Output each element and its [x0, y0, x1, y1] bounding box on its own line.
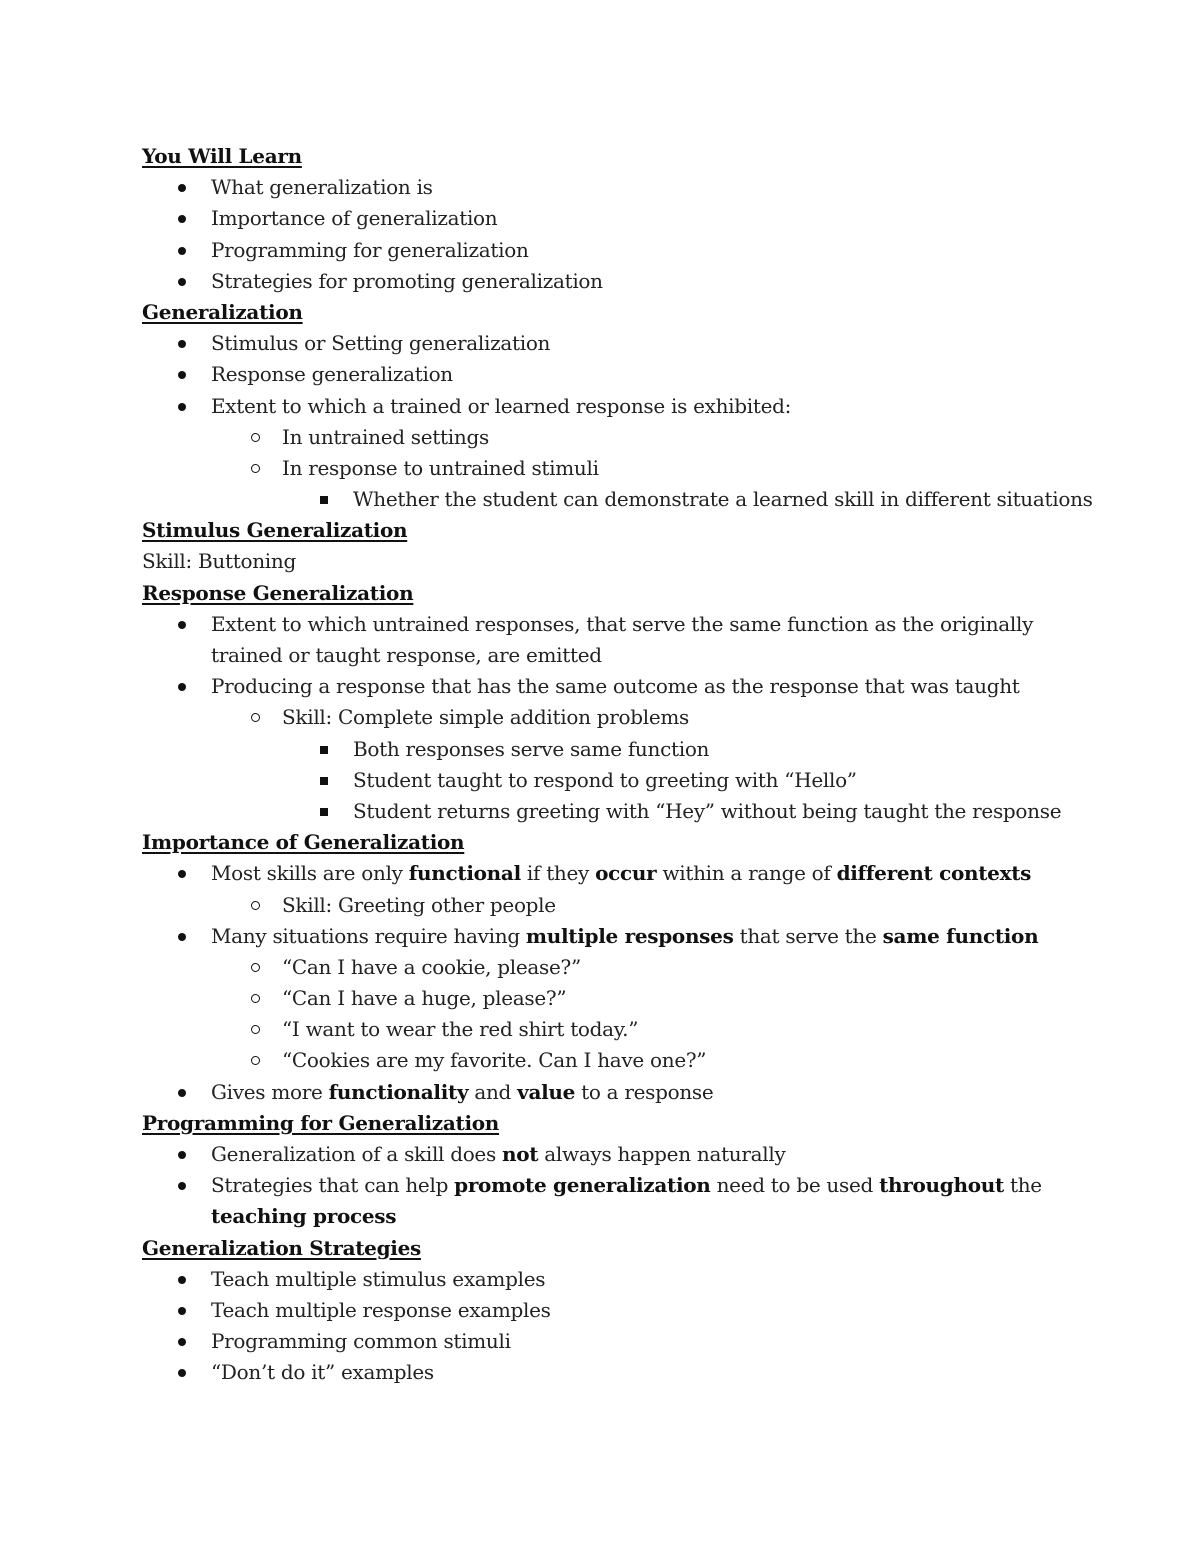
heading-importance-of-generalization: Importance of Generalization	[142, 830, 465, 855]
heading-generalization: Generalization	[142, 299, 303, 324]
bullet-circle-icon	[251, 433, 260, 442]
skill-text: Skill: Buttoning	[142, 549, 296, 574]
list-item: Response generalization	[142, 359, 1102, 390]
heading-you-will-learn: You Will Learn	[142, 144, 302, 168]
bullet-circle-icon	[251, 901, 260, 910]
bullet-dot-icon	[178, 403, 186, 411]
sub-list-item: “I want to wear the red shirt today.”	[142, 1014, 1102, 1045]
list-item: Programming for generalization	[142, 235, 1102, 266]
sub-list-item: In response to untrained stimuli	[142, 453, 1102, 484]
list-item: Many situations require having multiple responses that serve the same function	[142, 921, 1102, 952]
bullet-dot-icon	[178, 247, 186, 255]
list-item: Strategies for promoting generalization	[142, 266, 1102, 297]
sub-list-item: “Cookies are my favorite. Can I have one?”	[142, 1045, 1102, 1076]
bullet-square-icon	[320, 777, 328, 785]
sub-sub-list-item: Student taught to respond to greeting with “Hello”	[142, 765, 1102, 796]
sub-list-item: Skill: Complete simple addition problems	[142, 702, 1102, 733]
list-item: What generalization is	[142, 172, 1102, 203]
list-item: Generalization of a skill does not always happen naturally	[142, 1139, 1102, 1170]
sub-sub-list-item: Whether the student can demonstrate a learned skill in different situations	[142, 484, 1102, 515]
bullet-square-icon	[320, 808, 328, 816]
bullet-dot-icon	[178, 683, 186, 691]
bullet-dot-icon	[178, 184, 186, 192]
bullet-dot-icon	[178, 371, 186, 379]
list-item: Producing a response that has the same outcome as the response that was taught	[142, 671, 1102, 702]
bullet-dot-icon	[178, 621, 186, 629]
bullet-circle-icon	[251, 1056, 260, 1065]
bullet-circle-icon	[251, 963, 260, 972]
heading-response-generalization: Response Generalization	[142, 580, 414, 605]
list-item: Teach multiple stimulus examples	[142, 1264, 1102, 1295]
document-body	[142, 141, 1102, 1389]
bullet-circle-icon	[251, 713, 260, 722]
sub-sub-list-item: Student returns greeting with “Hey” without being taught the response	[142, 796, 1102, 827]
bullet-dot-icon	[178, 870, 186, 878]
sub-list-item: “Can I have a cookie, please?”	[142, 952, 1102, 983]
sub-list-item: In untrained settings	[142, 422, 1102, 453]
list-item: Programming common stimuli	[142, 1326, 1102, 1357]
list-item: Teach multiple response examples	[142, 1295, 1102, 1326]
list-item-continuation: teaching process	[211, 1204, 397, 1229]
sub-list-item: “Can I have a huge, please?”	[142, 983, 1102, 1014]
bullet-square-icon	[320, 746, 328, 754]
list-item: “Don’t do it” examples	[142, 1357, 1102, 1388]
bullet-dot-icon	[178, 278, 186, 286]
list-item: Importance of generalization	[142, 203, 1102, 234]
sub-list-item: Skill: Greeting other people	[142, 890, 1102, 921]
list-item: Strategies that can help promote generalization need to be used throughout the	[142, 1170, 1102, 1201]
bullet-square-icon	[320, 496, 328, 504]
bullet-dot-icon	[178, 1151, 186, 1159]
heading-programming-for-generalization: Programming for Generalization	[142, 1110, 500, 1135]
bullet-dot-icon	[178, 1307, 186, 1315]
bullet-dot-icon	[178, 1369, 186, 1377]
bullet-dot-icon	[178, 1338, 186, 1346]
bullet-circle-icon	[251, 994, 260, 1003]
bullet-dot-icon	[178, 215, 186, 223]
bullet-dot-icon	[178, 340, 186, 348]
bullet-dot-icon	[178, 1182, 186, 1190]
sub-sub-list-item: Both responses serve same function	[142, 734, 1102, 765]
bullet-dot-icon	[178, 1089, 186, 1097]
heading-stimulus-generalization: Stimulus Generalization	[142, 518, 408, 543]
list-item: Most skills are only functional if they occur within a range of different contexts	[142, 858, 1102, 889]
bullet-dot-icon	[178, 1276, 186, 1284]
bullet-dot-icon	[178, 933, 186, 941]
list-item: Extent to which a trained or learned response is exhibited:	[142, 391, 1102, 422]
heading-generalization-strategies: Generalization Strategies	[142, 1235, 421, 1260]
bullet-circle-icon	[251, 464, 260, 473]
list-item: Stimulus or Setting generalization	[142, 328, 1102, 359]
bullet-circle-icon	[251, 1025, 260, 1034]
list-item: Gives more functionality and value to a response	[142, 1077, 1102, 1108]
list-item: Extent to which untrained responses, that serve the same function as the originally trained or taught response, are emitted	[142, 609, 1102, 671]
